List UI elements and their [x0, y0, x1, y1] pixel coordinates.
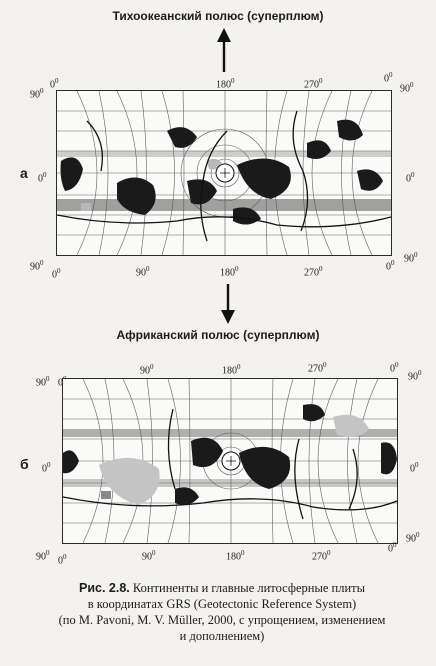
panel-b-lon-bottom-0-right: $0^0$	[388, 541, 397, 555]
map-panel-b	[62, 378, 398, 544]
african-pole-heading: Африканский полюс (суперплюм)	[116, 328, 320, 342]
caption-line-1	[72, 580, 372, 596]
panel-a-letter: а	[20, 165, 28, 181]
panel-b-lon-top-0-right: $0^0$	[390, 361, 399, 375]
up-arrow-icon	[214, 28, 234, 72]
map-a-graphic	[57, 91, 391, 255]
panel-b-lon-top-180: $180^0$	[222, 363, 241, 377]
panel-a-lat-bottom-left: $90^0$	[30, 259, 44, 273]
panel-a-lat-equator: $0^0$	[38, 171, 47, 185]
panel-b-lat-bottom-right: $90^0$	[406, 531, 420, 545]
panel-b-lat-bottom-left: $90^0$	[36, 549, 50, 563]
panel-b-letter: б	[20, 456, 29, 472]
panel-a-lat-top-right: $90^0$	[400, 81, 414, 95]
panel-b-lon-bottom-90: $90^0$	[142, 549, 156, 563]
panel-a-lon-top-0: $0^0$	[50, 77, 59, 91]
panel-b-lon-bottom-180: $180^0$	[226, 549, 245, 563]
caption-line-3: (по M. Pavoni, M. V. Müller, 2000, с упрощением, изменением	[58, 613, 386, 627]
panel-a-lon-bottom-270: $270^0$	[304, 265, 323, 279]
map-panel-a	[56, 90, 392, 256]
down-arrow-icon	[218, 284, 238, 324]
panel-a-lon-top-270: $270^0$	[304, 77, 323, 91]
panel-b-lon-top-270: $270^0$	[308, 361, 327, 375]
panel-b-lat-equator-right: $0^0$	[410, 461, 419, 475]
caption-line-1-text: Континенты и главные литосферные плиты	[132, 581, 365, 595]
panel-b-lon-bottom-270: $270^0$	[312, 549, 331, 563]
panel-b-lat-equator: $0^0$	[42, 461, 51, 475]
map-b-graphic	[63, 379, 397, 543]
panel-a-lat-top-left: $90^0$	[30, 87, 44, 101]
pacific-pole-heading: Тихоокеанский полюс (суперплюм)	[112, 9, 324, 23]
panel-a-lat-equator-right: $0^0$	[406, 171, 415, 185]
panel-b-lon-top-0: 0	[58, 377, 63, 389]
panel-b-lat-top-left: $90^0$	[36, 375, 50, 389]
figure-label: Рис. 2.8.	[78, 581, 130, 595]
caption-line-2: в координатах GRS (Geotectonic Reference System)	[87, 597, 357, 611]
panel-a-lat-bottom-right: $90^0$	[404, 251, 418, 265]
panel-a-lon-top-180: $180^0$	[216, 77, 235, 91]
panel-a-lon-bottom-90: $90^0$	[136, 265, 150, 279]
panel-b-lon-bottom-0: $0^0$	[58, 553, 67, 567]
figure-caption	[58, 580, 386, 644]
panel-a-lon-bottom-0-right: $0^0$	[386, 259, 395, 273]
panel-b-lon-top-90: $90^0$	[140, 363, 154, 377]
panel-b-lat-top-right: $90^0$	[408, 369, 422, 383]
panel-a-lon-bottom-0: $0^0$	[52, 267, 61, 281]
panel-a-lon-bottom-180: $180^0$	[220, 265, 239, 279]
caption-line-4: и дополнением)	[179, 629, 265, 643]
panel-a-lon-top-0-right: $0^0$	[384, 71, 393, 85]
